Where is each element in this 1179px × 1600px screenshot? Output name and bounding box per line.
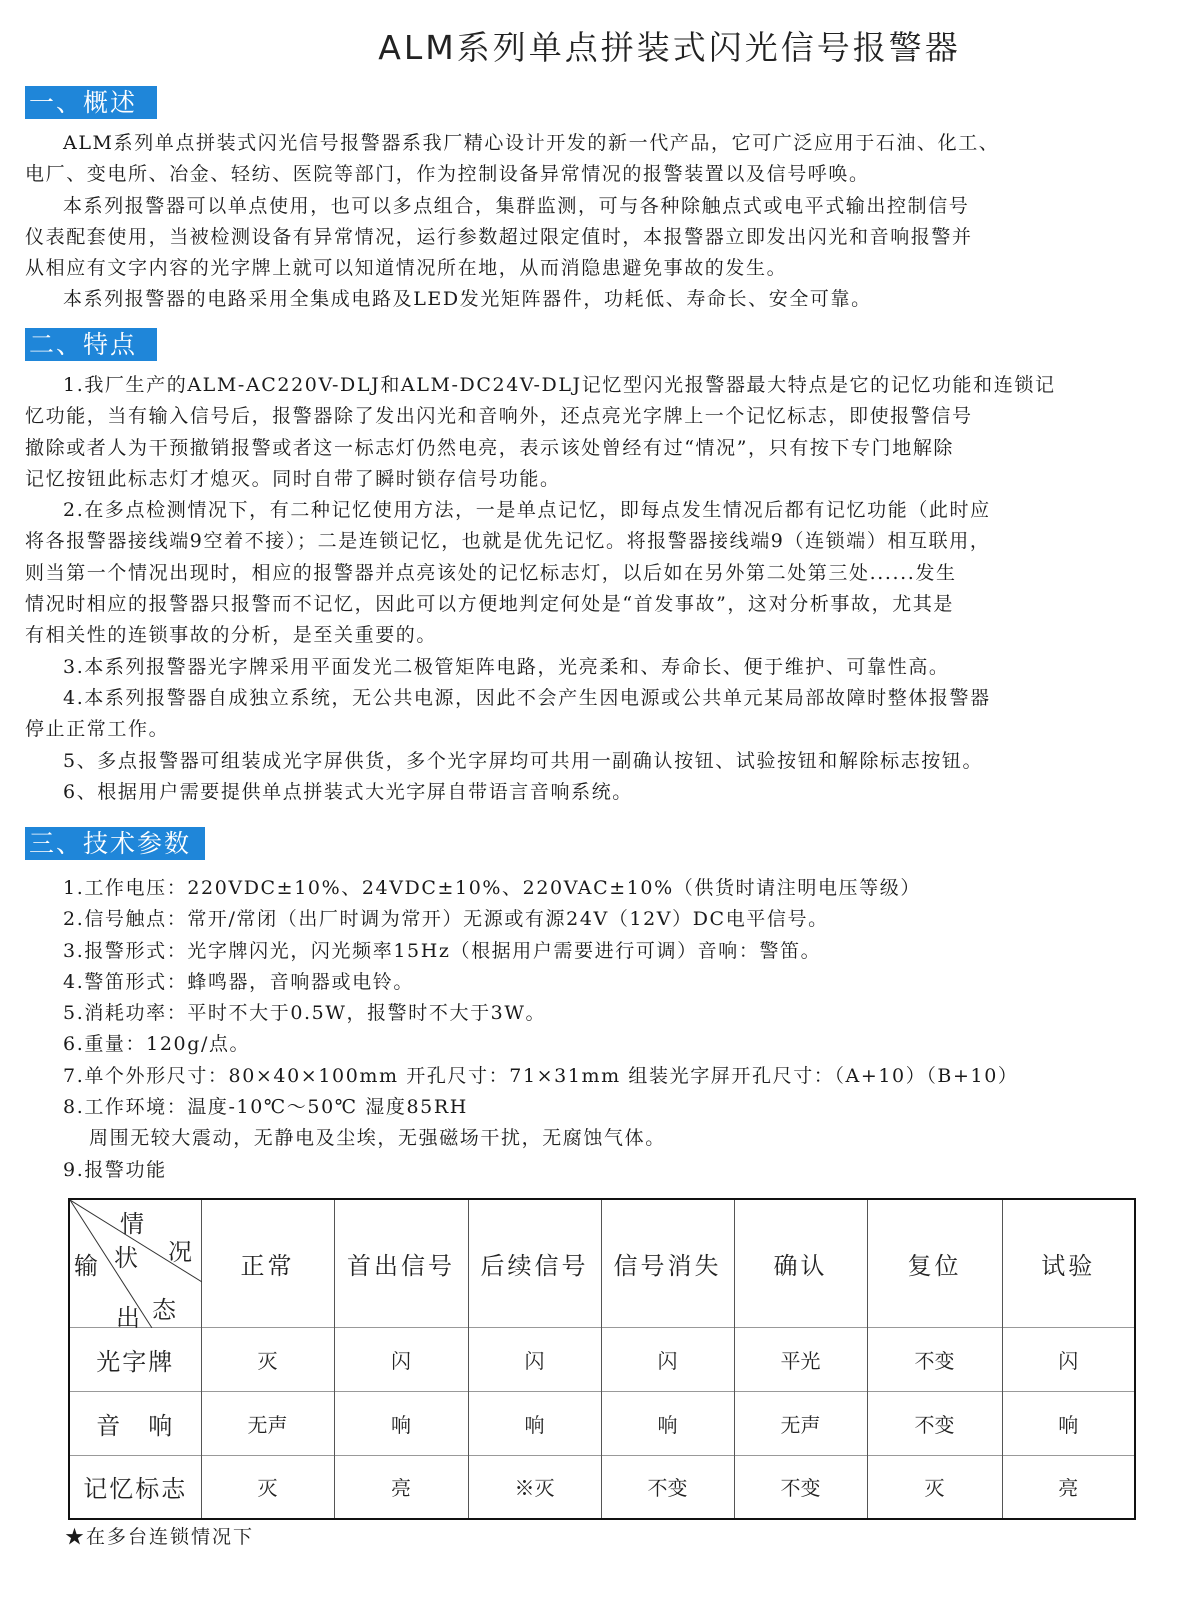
table-cell: 响 [334,1391,468,1455]
feature-line: 忆功能，当有输入信号后，报警器除了发出闪光和音响外，还点亮光字牌上一个记忆标志，即使报警信号 [25,405,973,428]
tech-param-line: 4.警笛形式：蜂鸣器，音响器或电铃。 [63,970,414,993]
overview-text [25,128,1155,316]
table-header-cell: 复位 [867,1199,1002,1327]
table-cell: 灭 [867,1455,1002,1519]
feature-line: 4.本系列报警器自成独立系统，无公共电源，因此不会产生因电源或公共单元某局部故障时整体报警器 [63,686,991,709]
tech-param-line: 9.报警功能 [63,1158,167,1181]
feature-line: 3.本系列报警器光字牌采用平面发光二极管矩阵电路，光亮柔和、寿命长、便于维护、可靠性高。 [63,655,950,678]
section-heading-tech-params: 三、技术参数 [25,827,205,860]
table-header-cell: 首出信号 [334,1199,468,1327]
section-heading-overview: 一、概述 [25,86,157,119]
overview-line: 本系列报警器可以单点使用，也可以多点组合，集群监测，可与各种除触点式或电平式输出控制信号 [63,194,970,217]
overview-line: 电厂、变电所、冶金、轻纺、医院等部门，作为控制设备异常情况的报警装置以及信号呼唤。 [25,163,870,186]
table-cell: 响 [601,1391,734,1455]
table-cell: 不变 [867,1327,1002,1391]
feature-line: 撤除或者人为干预撤销报警或者这一标志灯仍然电亮，表示该处曾经有过“情况”，只有按下专门地解除 [25,436,955,459]
feature-line: 则当第一个情况出现时，相应的报警器并点亮该处的记忆标志灯，以后如在另外第二处第三处......发生 [25,561,957,584]
footnote: ★在多台连锁情况下 [65,1526,255,1548]
table-cell: 不变 [601,1455,734,1519]
section-heading-features: 二、特点 [25,328,157,361]
table-cell: 响 [468,1391,601,1455]
tech-param-line: 7.单个外形尺寸：80×40×100mm 开孔尺寸：71×31mm 组装光字屏开孔尺寸：（A+10）（B+10） [63,1064,1019,1087]
corner-label: 输 [74,1252,98,1280]
table-cell: 灭 [201,1455,334,1519]
table-row [69,1455,1135,1519]
table-cell: 亮 [1002,1455,1135,1519]
table-cell: 亮 [334,1455,468,1519]
overview-line: 本系列报警器的电路采用全集成电路及LED发光矩阵器件，功耗低、寿命长、安全可靠。 [63,288,872,311]
tech-param-line: 周围无较大震动，无静电及尘埃，无强磁场干扰，无腐蚀气体。 [89,1127,666,1150]
table-row-label: 音 响 [69,1391,201,1455]
table-cell: 不变 [734,1455,867,1519]
tech-param-line: 3.报警形式：光字牌闪光，闪光频率15Hz（根据用户需要进行可调）音响：警笛。 [63,939,822,962]
table-cell: 灭 [201,1327,334,1391]
table-cell: 响 [1002,1391,1135,1455]
tech-params-text [25,873,1155,1186]
table-cell: 无声 [201,1391,334,1455]
feature-line: 情况时相应的报警器只报警而不记忆，因此可以方便地判定何处是“首发事故”，这对分析事故，尤其是 [25,593,955,616]
feature-line: 记忆按钮此标志灯才熄灭。同时自带了瞬时锁存信号功能。 [25,467,561,490]
table-row [69,1327,1135,1391]
tech-param-line: 2.信号触点：常开/常闭（出厂时调为常开）无源或有源24V（12V）DC电平信号。 [63,908,829,931]
table-cell: ※灭 [468,1455,601,1519]
tech-param-line: 5.消耗功率：平时不大于0.5W，报警时不大于3W。 [63,1002,547,1025]
table-corner-cell [69,1199,201,1332]
alarm-function-table [68,1198,1136,1520]
table-cell: 闪 [601,1327,734,1391]
corner-label: 况 [168,1238,192,1266]
overview-line: ALM系列单点拼装式闪光信号报警器系我厂精心设计开发的新一代产品，它可广泛应用于石油、化工、 [63,132,1000,154]
table-cell: 不变 [867,1391,1002,1455]
feature-line: 将各报警器接线端9空着不接）；二是连锁记忆，也就是优先记忆。将报警器接线端9（连锁端）相互联用， [25,530,991,553]
overview-line: 仪表配套使用，当被检测设备有异常情况，运行参数超过限定值时，本报警器立即发出闪光和音响报警并 [25,225,973,248]
table-header-cell: 确认 [734,1199,867,1327]
table-header-cell: 后续信号 [468,1199,601,1327]
feature-line: 2.在多点检测情况下，有二种记忆使用方法，一是单点记忆，即每点发生情况后都有记忆功能（此时应 [63,499,991,522]
corner-label: 态 [152,1296,176,1324]
page-title: ALM系列单点拼装式闪光信号报警器 [378,28,961,67]
table-header-cell: 试验 [1002,1199,1135,1327]
feature-line: 6、根据用户需要提供单点拼装式大光字屏自带语言音响系统。 [63,780,633,803]
feature-line: 1.我厂生产的ALM-AC220V-DLJ和ALM-DC24V-DLJ记忆型闪光报警器最大特点是它的记忆功能和连锁记 [63,374,1056,396]
corner-label: 出 [116,1304,140,1332]
table-cell: 闪 [468,1327,601,1391]
overview-line: 从相应有文字内容的光字牌上就可以知道情况所在地，从而消隐患避免事故的发生。 [25,257,788,280]
table-row-label: 记忆标志 [69,1455,201,1519]
corner-label: 情 [120,1210,144,1238]
features-text [25,370,1155,808]
feature-line: 停止正常工作。 [25,718,170,741]
corner-label: 状 [114,1244,138,1272]
tech-param-line: 8.工作环境：温度-10℃～50℃ 湿度85RH [63,1096,468,1119]
table-row [69,1391,1135,1455]
feature-line: 5、多点报警器可组装成光字屏供货，多个光字屏均可共用一副确认按钮、试验按钮和解除标志按钮。 [63,749,984,772]
table-cell: 闪 [1002,1327,1135,1391]
table-cell: 无声 [734,1391,867,1455]
feature-line: 有相关性的连锁事故的分析，是至关重要的。 [25,624,438,647]
tech-param-line: 6.重量：120g/点。 [63,1033,251,1056]
table-header-cell: 正常 [201,1199,334,1327]
table-header-row [69,1199,1135,1327]
tech-param-line: 1.工作电压：220VDC±10%、24VDC±10%、220VAC±10%（供货时请注明电压等级） [63,877,921,899]
table-cell: 平光 [734,1327,867,1391]
table-cell: 闪 [334,1327,468,1391]
table-header-cell: 信号消失 [601,1199,734,1327]
table-row-label: 光字牌 [69,1327,201,1391]
